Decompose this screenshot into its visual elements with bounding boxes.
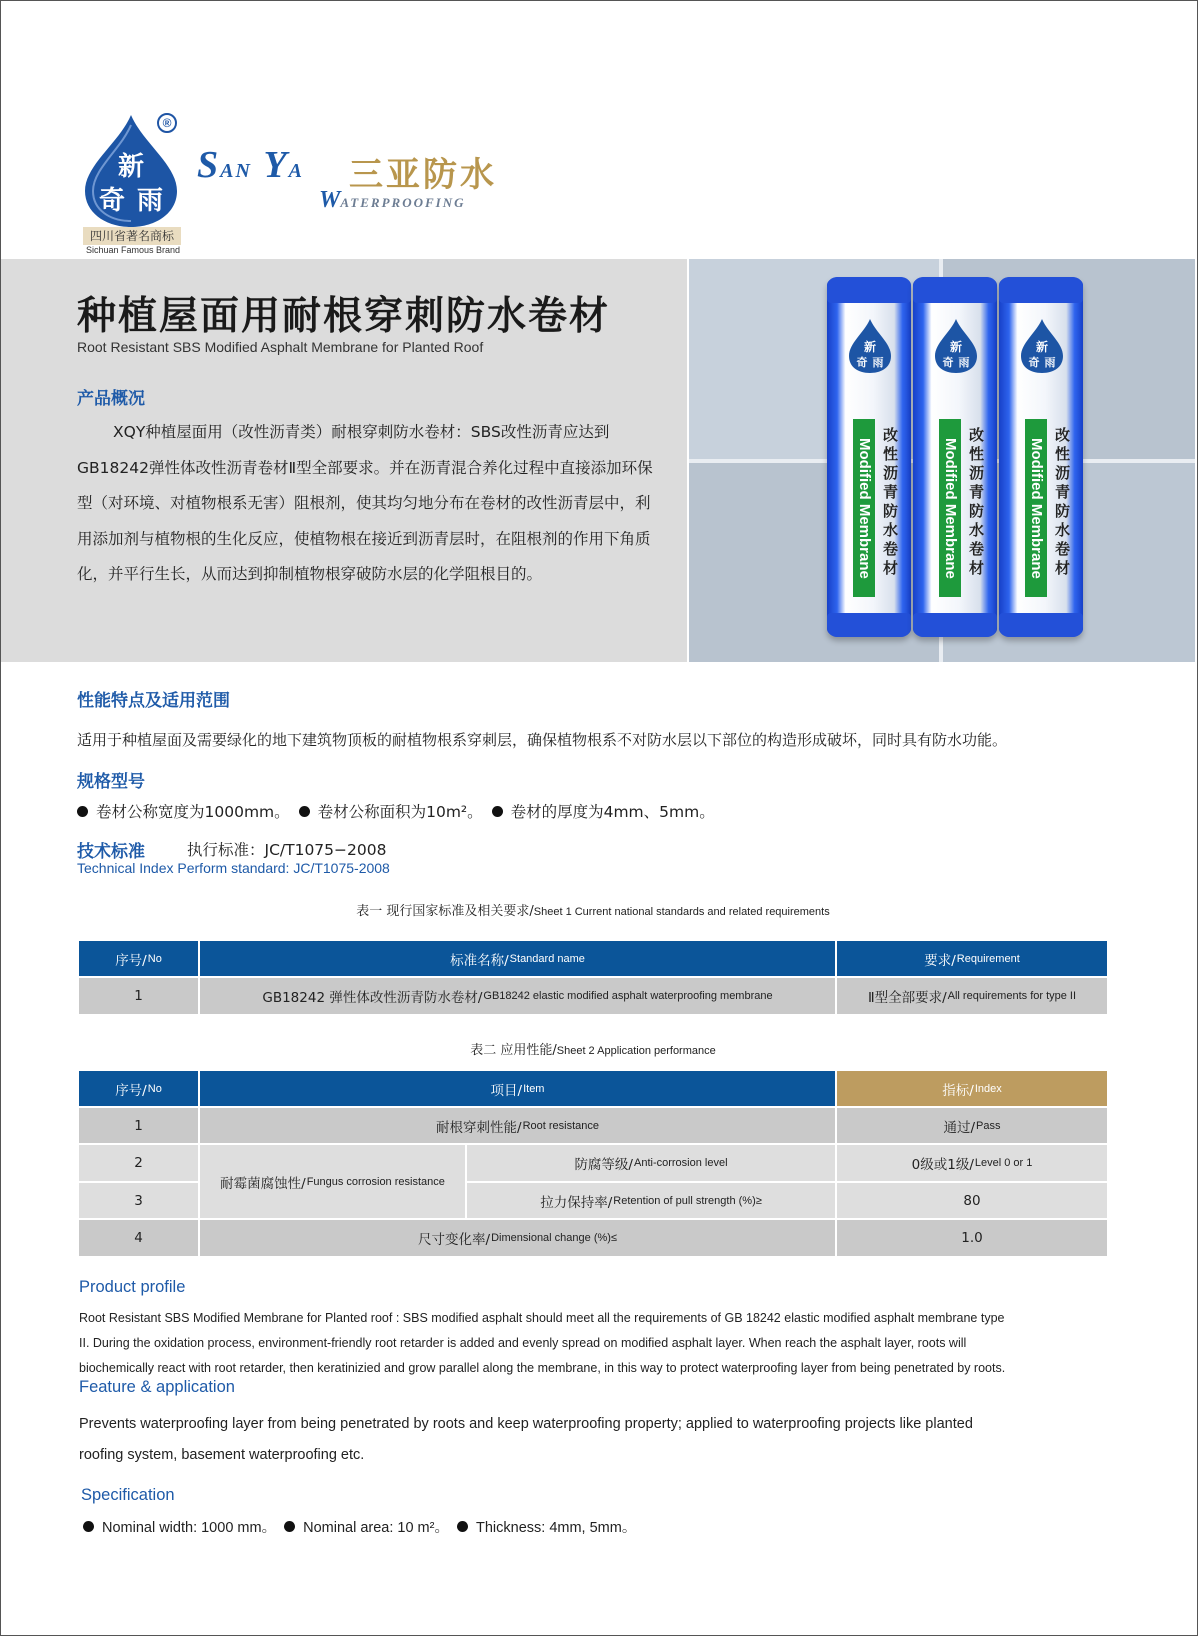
table-cell: 防腐等级/ Anti-corrosion level: [467, 1145, 835, 1181]
famous-brand-en: Sichuan Famous Brand: [85, 245, 181, 255]
overview-text: XQY种植屋面用（改性沥青类）耐根穿刺防水卷材：SBS改性沥青应达到GB18242弹性体改性沥青卷材Ⅱ型全部要求。并在沥青混合养化过程中直接添加环保型（对环境、对植物根系无害）阻根剂，使其均匀地分布在卷材的改性沥青层中，利用添加剂与植物根的生化反应，使植物根在接近到沥青层时，在阻根剂的作用下角质化，并平行生长，从而达到抑制植物根穿破防水层的化学阻根目的。: [77, 423, 653, 583]
sanya-wordmark: [197, 143, 304, 187]
bullet-icon: [299, 806, 310, 817]
table2-caption: 表二 应用性能/Sheet 2 Application performance: [470, 1043, 716, 1058]
spec-item-en: Nominal area: 10 m²。: [303, 1520, 449, 1536]
spec-item: 卷材公称宽度为1000mm。: [96, 803, 290, 821]
spec-heading: 规格型号: [77, 772, 145, 792]
famous-brand-cn: 四川省著名商标: [83, 227, 181, 245]
svg-text:新: 新: [1035, 340, 1049, 354]
waterproofing-wordmark: [319, 187, 465, 214]
tech-standard: 执行标准：JC/T1075−2008: [187, 841, 387, 859]
spec-item: 卷材公称面积为10m²。: [317, 803, 483, 821]
roll-green-label: Modified Membrane: [853, 419, 875, 597]
svg-text:新: 新: [863, 340, 877, 354]
roll-green-label: Modified Membrane: [1025, 419, 1047, 597]
roll-cn-label: 改性沥青防水卷材: [967, 427, 985, 579]
sanya-letter-s: S: [197, 144, 221, 186]
svg-text:新: 新: [949, 340, 963, 354]
tech-heading: 技术标准: [77, 842, 145, 862]
table-header-cell: 序号/ No: [79, 1071, 198, 1106]
product-photo: [689, 259, 1195, 662]
product-profile-heading: Product profile: [79, 1278, 186, 1296]
membrane-roll: [913, 277, 997, 637]
table-cell: 尺寸变化率/ Dimensional change (%)≤: [200, 1220, 835, 1256]
features-heading: 性能特点及适用范围: [77, 691, 230, 711]
table-cell: 0级或1级/ Level 0 or 1: [837, 1145, 1107, 1181]
table-cell: 1.0: [837, 1220, 1107, 1256]
feature-application-text: Prevents waterproofing layer from being penetrated by roots and keep waterproofing property; applied to waterproofing projects like planted roofing system, basement waterproofing etc.: [79, 1416, 973, 1463]
performance-table: [79, 1071, 1107, 1256]
svg-text:奇: 奇: [856, 356, 868, 369]
roll-drop-logo: [847, 317, 893, 375]
table-header-cell: 序号/ No: [79, 941, 198, 976]
tech-standard-en: Technical Index Perform standard: JC/T1075-2008: [77, 860, 390, 876]
table-header-cell: 标准名称/ Standard name: [200, 941, 835, 976]
table-cell: 耐霉菌腐蚀性/ Fungus corrosion resistance: [200, 1145, 465, 1218]
roll-green-label: Modified Membrane: [939, 419, 961, 597]
feature-application-heading: Feature & application: [79, 1378, 235, 1396]
standards-table: [79, 941, 1107, 1014]
spec-item: 卷材的厚度为4mm、5mm。: [510, 803, 715, 821]
bullet-icon: [77, 806, 88, 817]
roll-cn-label: 改性沥青防水卷材: [881, 427, 899, 579]
table-cell: 2: [79, 1145, 198, 1181]
bullet-icon: [492, 806, 503, 817]
table-cell: 3: [79, 1183, 198, 1218]
spec-item-en: Thickness: 4mm, 5mm。: [476, 1520, 637, 1536]
table-cell: GB18242 弹性体改性沥青防水卷材/ GB18242 elastic modified asphalt waterproofing membrane: [200, 978, 835, 1014]
spec-list: [77, 800, 715, 822]
wp-letter-w: W: [319, 187, 341, 213]
product-title-en: Root Resistant SBS Modified Asphalt Membrane for Planted Roof: [77, 339, 484, 355]
product-title-cn: 种植屋面用耐根穿刺防水卷材: [77, 294, 611, 339]
logo-char-3: 雨: [136, 186, 164, 216]
table-cell: 耐根穿刺性能/ Root resistance: [200, 1108, 835, 1143]
sanya-letter-y: Y: [263, 144, 289, 186]
table-cell: 80: [837, 1183, 1107, 1218]
svg-text:雨: 雨: [872, 356, 884, 369]
svg-text:雨: 雨: [1044, 356, 1056, 369]
wp-letters: ATERPROOFING: [340, 195, 466, 210]
sanya-letter-a: A: [288, 160, 304, 182]
table-cell: 拉力保持率/ Retention of pull strength (%)≥: [467, 1183, 835, 1218]
bullet-icon: [83, 1521, 94, 1532]
table-header-cell: 指标/ Index: [837, 1071, 1107, 1106]
spec-item-en: Nominal width: 1000 mm。: [102, 1520, 277, 1536]
logo-char-1: 新: [117, 152, 145, 182]
table1-caption: 表一 现行国家标准及相关要求/Sheet 1 Current national standards and related requirements: [356, 904, 830, 919]
features-text: 适用于种植屋面及需要绿化的地下建筑物顶板的耐植物根系穿刺层，确保植物根系不对防水层以下部位的构造形成破坏，同时具有防水功能。: [77, 731, 1008, 749]
svg-text:奇: 奇: [1028, 356, 1040, 369]
bullet-icon: [457, 1521, 468, 1532]
membrane-roll: [827, 277, 911, 637]
svg-text:奇: 奇: [942, 356, 954, 369]
membrane-roll: [999, 277, 1083, 637]
table-cell: 1: [79, 1108, 198, 1143]
roll-drop-logo: [933, 317, 979, 375]
specification-list: [83, 1516, 636, 1537]
table-cell: 通过/ Pass: [837, 1108, 1107, 1143]
svg-text:雨: 雨: [958, 356, 970, 369]
table-cell: Ⅱ型全部要求/ All requirements for type II: [837, 978, 1107, 1014]
logo-char-2: 奇: [98, 186, 126, 216]
overview-heading: 产品概况: [77, 389, 145, 409]
roll-drop-logo: [1019, 317, 1065, 375]
specification-heading: Specification: [81, 1486, 175, 1504]
sanya-letters-an: AN: [220, 160, 252, 182]
bullet-icon: [284, 1521, 295, 1532]
table-cell: 1: [79, 978, 198, 1014]
roll-cn-label: 改性沥青防水卷材: [1053, 427, 1071, 579]
table-header-cell: 项目/ Item: [200, 1071, 835, 1106]
product-profile-text: Root Resistant SBS Modified Membrane for Planted roof : SBS modified asphalt should meet all the requirements of GB 18242 elastic modified asphalt membrane type II. During the oxidation process, environment-friendly root retarder is added and evenly spread on modified asphalt layer. When reach the asphalt layer, roots will biochemically react with root retarder, then keratinizied and grow parallel along the membrane, in this way to protect waterproofing layer from being penetrated by roots.: [79, 1311, 1006, 1375]
table-cell: 4: [79, 1220, 198, 1256]
table-header-cell: 要求/ Requirement: [837, 941, 1107, 976]
sanya-chinese-name: 三亚防水: [349, 155, 497, 195]
registered-mark: ®: [157, 113, 177, 133]
